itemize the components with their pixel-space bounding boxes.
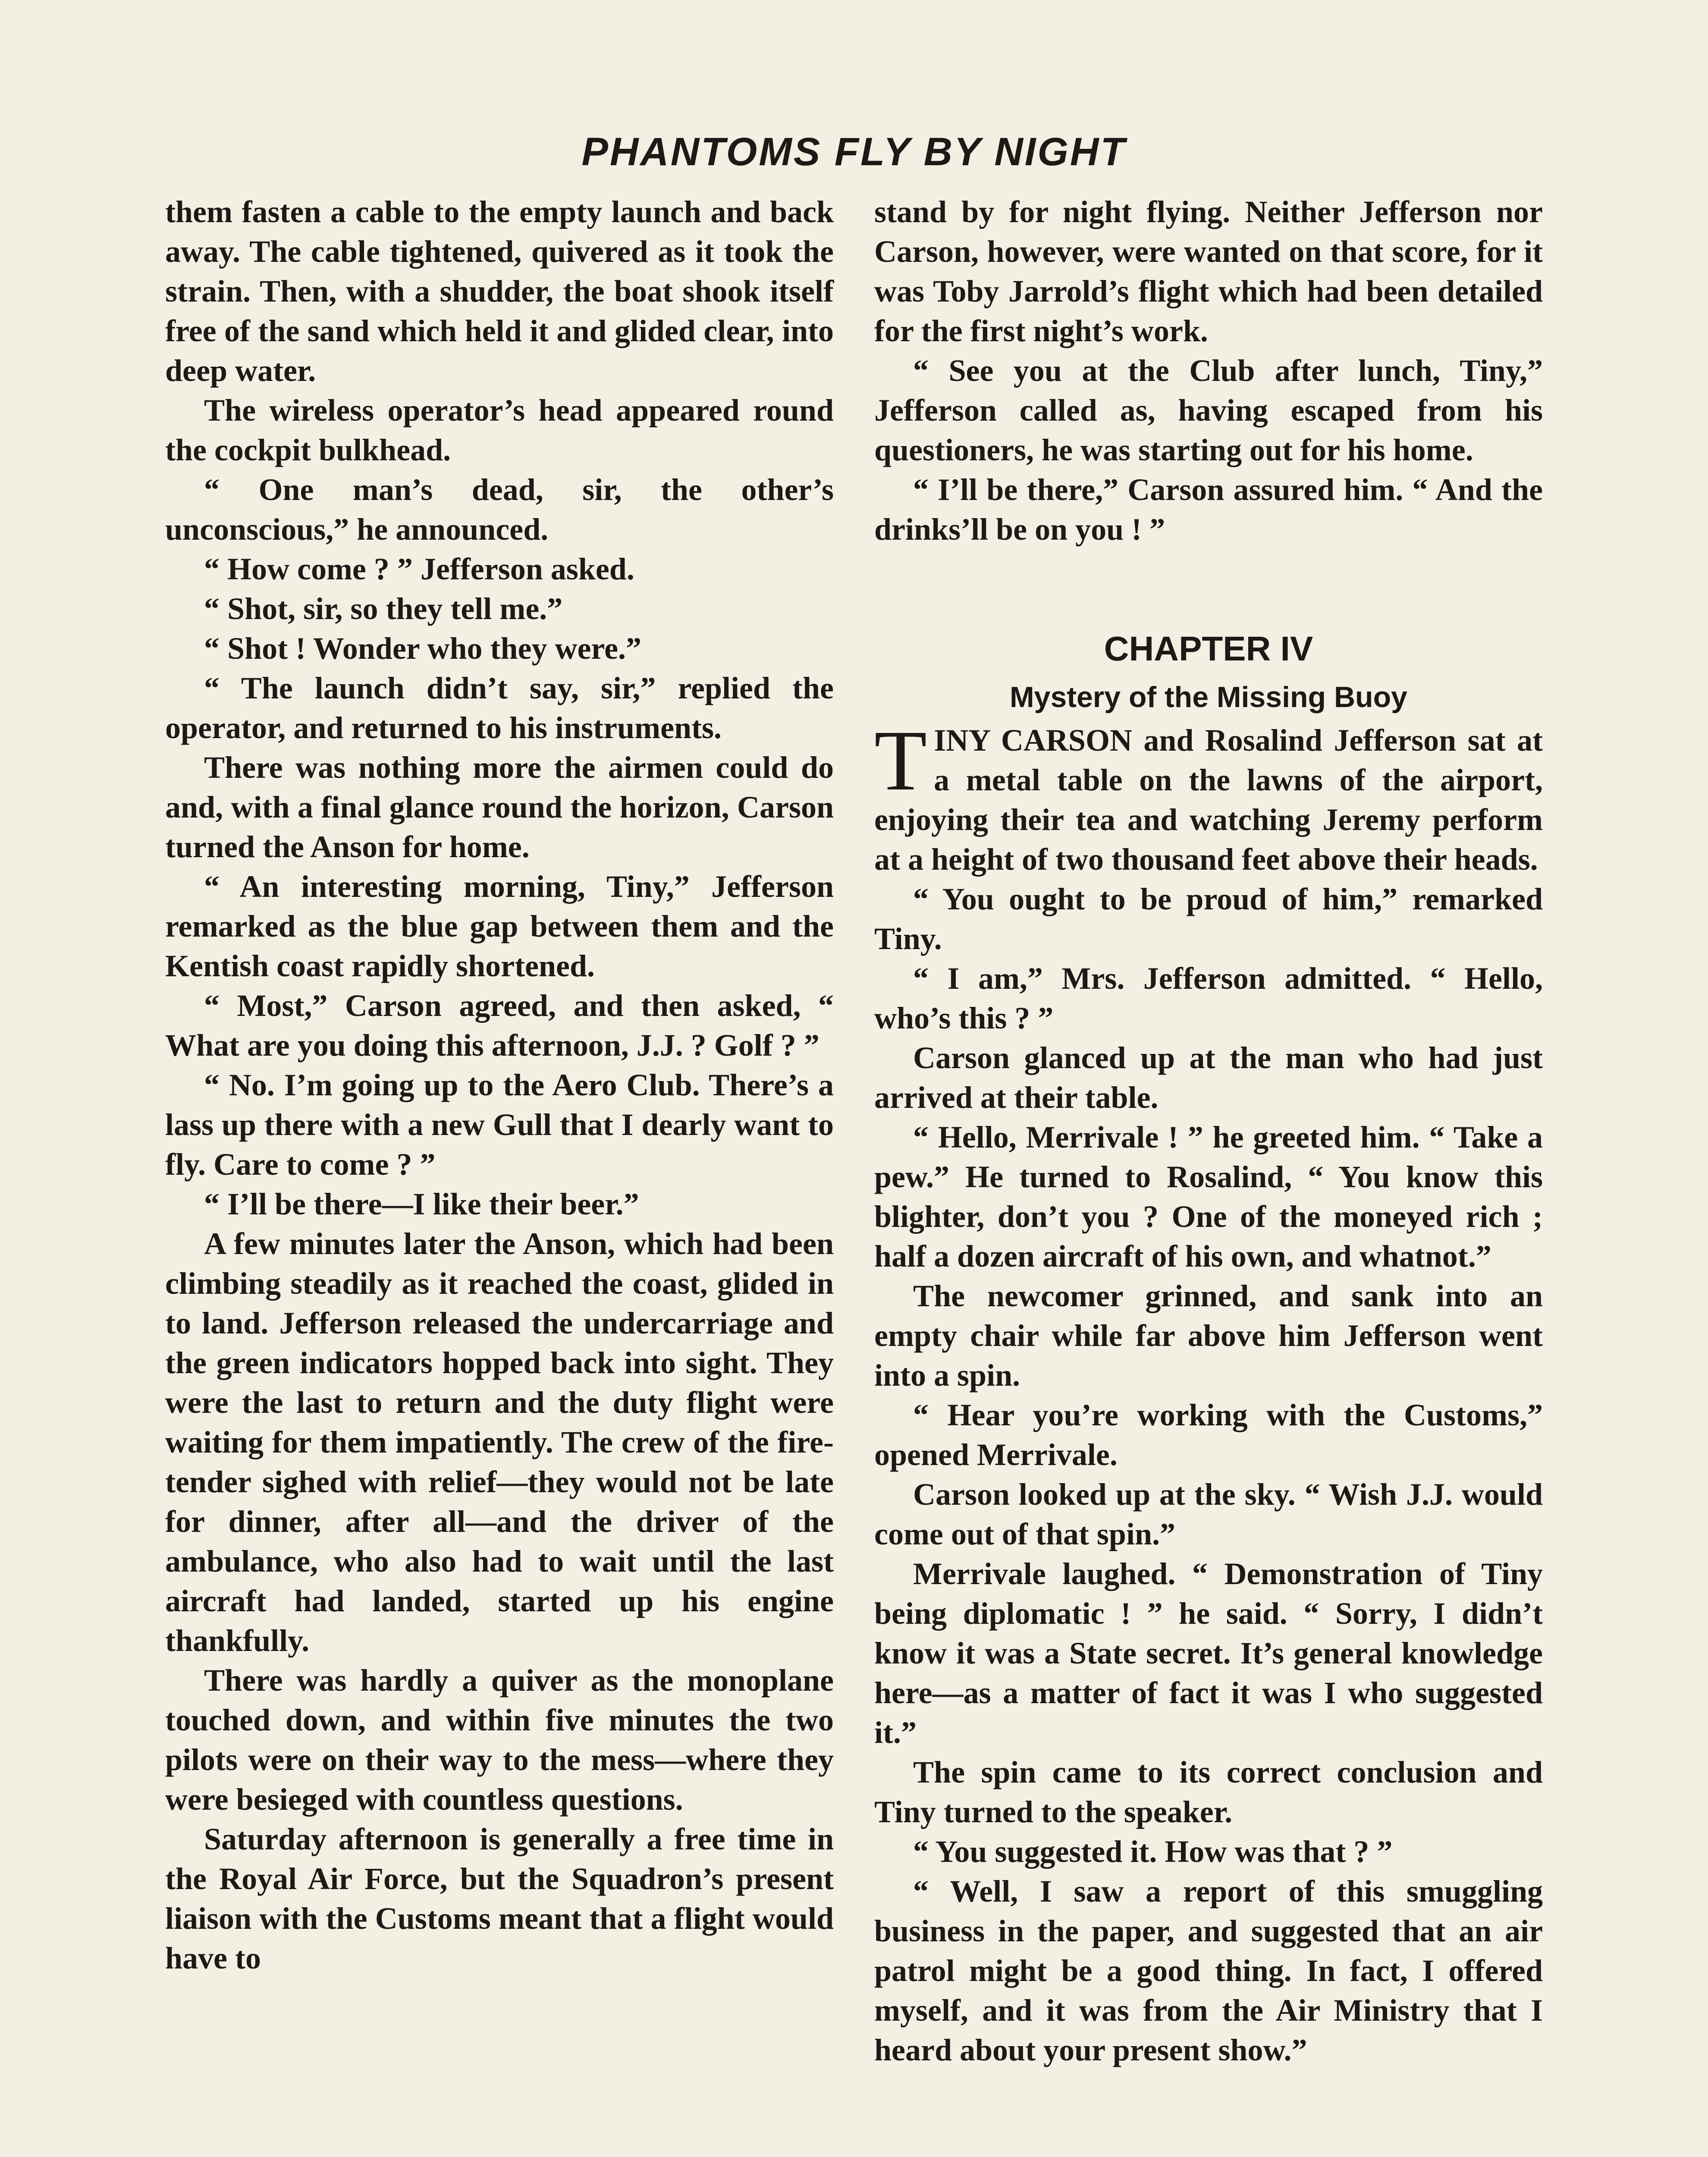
paragraph: “ Well, I saw a report of this smuggling business in the paper, and suggested that an air patrol might be a good thing. In fact, I offered myself, and it was from the Air Ministry that I heard about your present show.” xyxy=(874,1874,1543,2067)
chapter-title: CHAPTER IV xyxy=(1104,629,1313,668)
paragraph: “ I am,” Mrs. Jefferson admitted. “ Hello, who’s this ? ” xyxy=(874,961,1543,1035)
paragraph: “ I’ll be there—I like their beer.” xyxy=(204,1187,639,1221)
paragraph: stand by for night flying. Neither Jefferson nor Carson, however, were wanted on that score, for it was Toby Jarrold’s flight which had been detailed for the first night’s work. xyxy=(874,195,1543,348)
paragraph: Saturday afternoon is generally a free time in the Royal Air Force, but the Squadron’s present liaison with the Customs meant that a flight would have to xyxy=(165,1822,834,1975)
paragraph: “ You suggested it. How was that ? ” xyxy=(913,1834,1393,1869)
paragraph: “ I’ll be there,” Carson assured him. “ And the drinks’ll be on you ! ” xyxy=(874,472,1543,547)
paragraph: “ Shot, sir, so they tell me.” xyxy=(204,591,563,626)
paragraph: “ Hello, Merrivale ! ” he greeted him. “ Take a pew.” He turned to Rosalind, “ You know this blighter, don’t you ? One of the moneyed rich ; half a dozen aircraft of his own, and whatnot.” xyxy=(874,1120,1543,1273)
left-column xyxy=(165,192,834,1978)
paragraph: “ How come ? ” Jefferson asked. xyxy=(204,552,634,586)
paragraph: “ No. I’m going up to the Aero Club. There’s a lass up there with a new Gull that I dearly want to fly. Care to come ? ” xyxy=(165,1068,834,1182)
paragraph: Merrivale laughed. “ Demonstration of Tiny being diplomatic ! ” he said. “ Sorry, I didn’t know it was a State secret. It’s general knowledge here—as a matter of fact it was I who suggested it.” xyxy=(874,1556,1543,1750)
paragraph: them fasten a cable to the empty launch and back away. The cable tightened, quivered as it took the strain. Then, with a shudder, the boat shook itself free of the sand which held it and glided clear, into deep water. xyxy=(165,195,834,388)
paragraph: The wireless operator’s head appeared round the cockpit bulkhead. xyxy=(165,393,834,467)
running-head: PHANTOMS FLY BY NIGHT xyxy=(581,130,1127,174)
right-column xyxy=(874,192,1543,2070)
drop-cap: T xyxy=(874,713,927,808)
paragraph: “ One man’s dead, sir, the other’s unconscious,” he announced. xyxy=(165,472,834,547)
paragraph: Carson looked up at the sky. “ Wish J.J. would come out of that spin.” xyxy=(874,1477,1543,1551)
paragraph: “ Shot ! Wonder who they were.” xyxy=(204,631,642,666)
opening-text: INY CARSON and Rosalind Jefferson sat at a metal table on the lawns of the airport, enjoying their tea and watching Jeremy perform at a height of two thousand feet above their heads. xyxy=(874,723,1543,877)
paragraph: “ An interesting morning, Tiny,” Jefferson remarked as the blue gap between them and the Kentish coast rapidly shortened. xyxy=(165,869,834,983)
paragraph: “ Hear you’re working with the Customs,” opened Merrivale. xyxy=(874,1398,1543,1472)
paragraph: There was hardly a quiver as the monoplane touched down, and within five minutes the two pilots were on their way to the mess—where they were besieged with countless questions. xyxy=(165,1663,834,1817)
chapter-opening-paragraph xyxy=(874,713,1543,879)
paragraph: Carson glanced up at the man who had just arrived at their table. xyxy=(874,1041,1543,1115)
paragraph: A few minutes later the Anson, which had been climbing steadily as it reached the coast, glided in to land. Jefferson released the undercarriage and the green indicators hopped back into sight. They were the last to return and the duty flight were waiting for them impatiently. The crew of the fire-tender sighed with relief—they would not be late for dinner, after all—and the driver of the ambulance, who also had to wait until the last aircraft had landed, started up his engine thankfully. xyxy=(165,1226,834,1658)
paragraph: “ You ought to be proud of him,” remarked Tiny. xyxy=(874,882,1543,956)
chapter-subtitle: Mystery of the Missing Buoy xyxy=(1010,681,1407,714)
paragraph: “ Most,” Carson agreed, and then asked, “ What are you doing this afternoon, J.J. ? Golf ? ” xyxy=(165,988,834,1063)
paragraph: The spin came to its correct conclusion and Tiny turned to the speaker. xyxy=(874,1755,1543,1829)
paragraph: “ See you at the Club after lunch, Tiny,” Jefferson called as, having escaped from his questioners, he was starting out for his home. xyxy=(874,353,1543,467)
paragraph: There was nothing more the airmen could do and, with a final glance round the horizon, Carson turned the Anson for home. xyxy=(165,750,834,864)
paragraph: “ The launch didn’t say, sir,” replied the operator, and returned to his instruments. xyxy=(165,671,834,745)
paragraph: The newcomer grinned, and sank into an empty chair while far above him Jefferson went into a spin. xyxy=(874,1279,1543,1393)
